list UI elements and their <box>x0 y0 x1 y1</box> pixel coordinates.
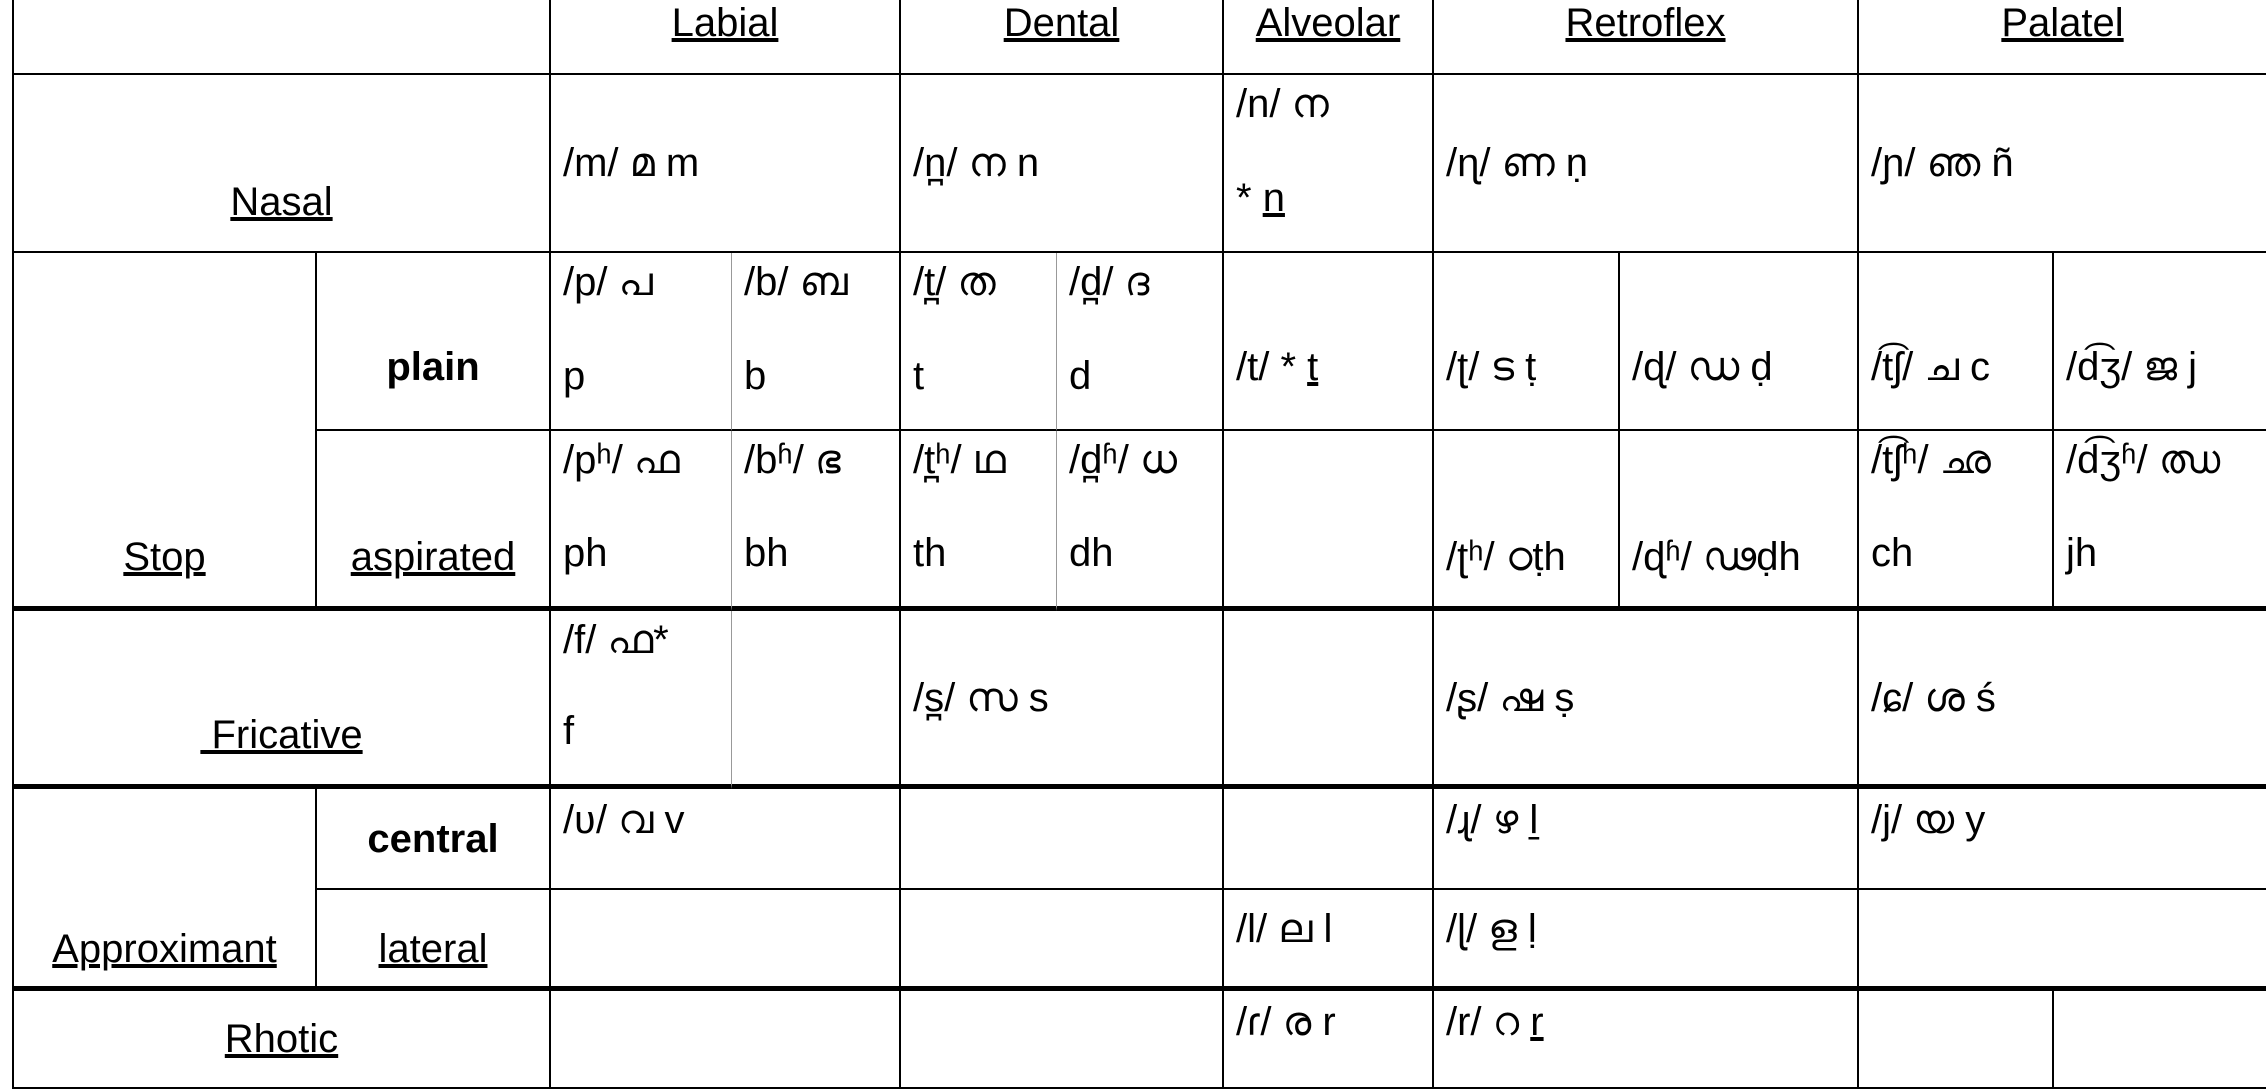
cell-rhotic-dental <box>901 991 1224 1089</box>
cell-aspirated-retroflex-dh: /ɖʱ/ ഢḍh <box>1620 431 1859 611</box>
cell-nasal-dental: /n̪/ ന n <box>901 75 1224 253</box>
cell-lateral-alveolar: /l/ ല l <box>1224 890 1434 991</box>
cell-aspirated-th: /t̪ʰ/ ഥ th <box>901 431 1057 611</box>
cell-fricative-dental: /s̪/ സ s <box>901 611 1224 789</box>
cell-plain-b: /b/ ബ b <box>732 253 901 431</box>
cell-lateral-retroflex: /ɭ/ ള ḷ <box>1434 890 1859 991</box>
header-labial: Labial <box>551 0 901 75</box>
sublabel-plain: plain <box>317 253 551 431</box>
cell-plain-retroflex-d: /ɖ/ ഡ ḍ <box>1620 253 1859 431</box>
row-label-fricative: Fricative <box>14 611 551 789</box>
cell-aspirated-dh: /d̪ʱ/ ധ dh <box>1057 431 1224 611</box>
header-dental: Dental <box>901 0 1224 75</box>
cell-nasal-retroflex: /ɳ/ ണ ṇ <box>1434 75 1859 253</box>
header-retroflex: Retroflex <box>1434 0 1859 75</box>
cell-plain-alveolar: /t/ * t <box>1224 253 1434 431</box>
cell-nasal-palatal: /ɲ/ ഞ ñ <box>1859 75 2266 253</box>
corner-cell <box>14 0 551 75</box>
cell-central-alveolar <box>1224 789 1434 890</box>
cell-plain-retroflex-t: /ʈ/ ട ṭ <box>1434 253 1620 431</box>
cell-nasal-alveolar: /n/ ന * n <box>1224 75 1434 253</box>
cell-aspirated-alveolar <box>1224 431 1434 611</box>
sublabel-central: central <box>317 789 551 890</box>
cell-rhotic-labial <box>551 991 901 1089</box>
cell-plain-t: /t̪/ ത t <box>901 253 1057 431</box>
cell-lateral-labial <box>551 890 901 991</box>
row-label-nasal: Nasal <box>14 75 551 253</box>
cell-aspirated-ph: /pʰ/ ഫ ph <box>551 431 732 611</box>
cell-fricative-palatal: /ɕ/ ശ ś <box>1859 611 2266 789</box>
consonant-table <box>12 0 2266 1089</box>
cell-rhotic-palatal-2 <box>2054 991 2266 1089</box>
cell-aspirated-bh: /bʱ/ ഭ bh <box>732 431 901 611</box>
cell-fricative-labial-empty <box>732 611 901 789</box>
cell-plain-p: /p/ പ p <box>551 253 732 431</box>
cell-rhotic-alveolar: /ɾ/ ര r <box>1224 991 1434 1089</box>
sublabel-lateral: lateral <box>317 890 551 991</box>
cell-plain-palatal-j: /d͡ʒ/ ജ j <box>2054 253 2266 431</box>
cell-aspirated-palatal-ch: /t͡ʃʰ/ ഛ ch <box>1859 431 2054 611</box>
cell-nasal-labial: /m/ മ m <box>551 75 901 253</box>
cell-plain-d: /d̪/ ദ d <box>1057 253 1224 431</box>
cell-central-labial: /ʋ/ വ v <box>551 789 901 890</box>
cell-central-dental <box>901 789 1224 890</box>
header-palatal: Palatel <box>1859 0 2266 75</box>
cell-aspirated-palatal-jh: /d͡ʒʱ/ ഝ jh <box>2054 431 2266 611</box>
row-label-rhotic: Rhotic <box>14 991 551 1089</box>
cell-fricative-f: /f/ ഫ* f <box>551 611 732 789</box>
cell-plain-palatal-c: /t͡ʃ/ ച c <box>1859 253 2054 431</box>
row-label-stop: Stop <box>14 253 317 611</box>
header-alveolar: Alveolar <box>1224 0 1434 75</box>
cell-fricative-alveolar <box>1224 611 1434 789</box>
cell-rhotic-palatal-1 <box>1859 991 2054 1089</box>
cell-lateral-dental <box>901 890 1224 991</box>
sublabel-aspirated: aspirated <box>317 431 551 611</box>
cell-aspirated-retroflex-th: /ʈʰ/ ഠṭh <box>1434 431 1620 611</box>
cell-lateral-palatal <box>1859 890 2266 991</box>
cell-central-palatal: /j/ യ y <box>1859 789 2266 890</box>
row-label-approximant: Approximant <box>14 789 317 991</box>
cell-rhotic-retroflex: /r/ റ r <box>1434 991 1859 1089</box>
cell-fricative-retroflex: /ʂ/ ഷ ṣ <box>1434 611 1859 789</box>
cell-central-retroflex: /ɻ/ ഴ ḻ <box>1434 789 1859 890</box>
